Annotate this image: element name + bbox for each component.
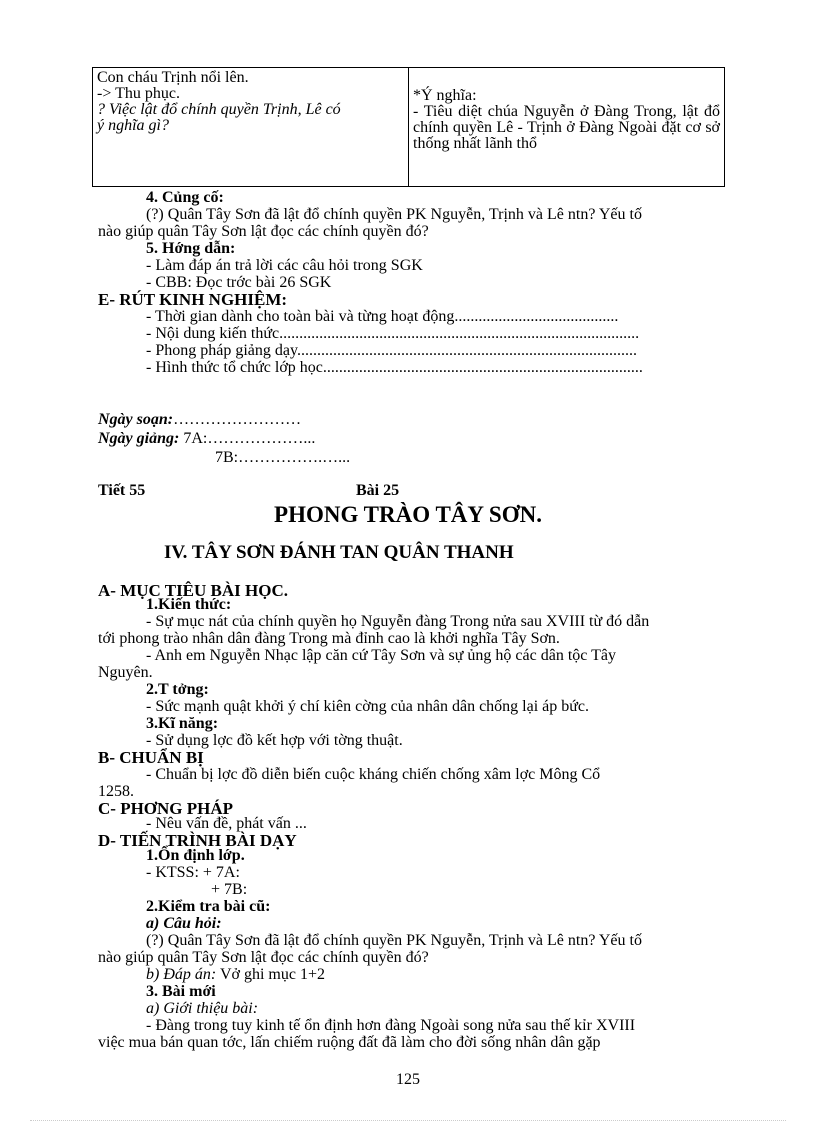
kienthuc-line: tới phong trào nhân dân đàng Trong mà đỉnh cao là khởi nghĩa Tây Sơn.	[98, 630, 560, 647]
ktss-line: + 7B:	[211, 881, 248, 898]
tientrinh-heading: D- TIẾN TRÌNH BÀI DẠY	[98, 831, 297, 850]
baimoi-heading: 3. Bài mới	[146, 983, 216, 1000]
table-left-line: -> Thu phục.	[97, 85, 180, 102]
gioithieu-line: - Đàng trong tuy kinh tế ổn định hơn đàng Ngoài song nửa sau thế kỉr XVIII	[146, 1017, 636, 1034]
table-right-heading: *Ý nghĩa:	[413, 87, 477, 104]
kinang-heading: 3.Kĩ năng:	[146, 715, 219, 732]
bai-label: Bài 25	[356, 482, 400, 499]
table-left-cell	[93, 68, 409, 187]
kienthuc-heading: 1.Kiến thức:	[146, 596, 232, 613]
ngay-giang-7a: 7A:………………...	[183, 430, 316, 447]
table-left-line: ? Việc lật đổ chính quyền Trịnh, Lê có	[97, 101, 341, 118]
kienthuc-line: - Anh em Nguyễn Nhạc lập căn cứ Tây Sơn và sự ủng hộ các dân tộc Tây	[146, 647, 616, 664]
rutkinh-heading: E- RÚT KINH NGHIỆM:	[98, 290, 288, 309]
bottom-dotted-rule	[30, 1120, 786, 1121]
huongdan-line: - CBB: Đọc trớc bài 26 SGK	[146, 274, 332, 291]
chuanbi-line: - Chuẩn bị lợc đồ diễn biến cuộc kháng chiến chống xâm lợc Mông Cổ	[146, 766, 601, 783]
chuanbi-line: 1258.	[98, 783, 134, 800]
rutkinh-line: - Hình thức tổ chức lớp học................................................................................	[146, 359, 643, 376]
huongdan-line: - Làm đáp án trả lời các câu hỏi trong SGK	[146, 257, 423, 274]
table-right-body: - Tiêu diệt chúa Nguyễn ở Đàng Trong, lật đổ chính quyền Lê - Trịnh ở Đàng Ngoài đặt cơ sở thống nhất lãnh thổ	[413, 103, 720, 152]
cungco-question-line: (?) Quân Tây Sơn đã lật đổ chính quyền PK Nguyễn, Trịnh và Lê ntn? Yếu tố	[146, 206, 642, 223]
rutkinh-line: - Thời gian dành cho toàn bài và từng hoạt động.........................................	[146, 308, 619, 325]
page-number: 125	[396, 1071, 420, 1088]
gioithieu-heading: a) Giới thiệu bài:	[146, 1000, 259, 1017]
dapan-line	[146, 966, 325, 983]
cauhoi-heading: a) Câu hỏi:	[146, 915, 222, 932]
phuongphap-heading: C- PHƠNG PHÁP	[98, 799, 234, 818]
tiet-label: Tiết 55	[98, 482, 146, 499]
kinang-line: - Sử dụng lợc đồ kết hợp với tờng thuật.	[146, 732, 403, 749]
top-table	[92, 67, 725, 187]
page-title: PHONG TRÀO TÂY SƠN.	[274, 502, 542, 527]
cungco-question-line: nào giúp quân Tây Sơn lật đọc các chính quyền đó?	[98, 223, 429, 240]
tutuong-line: - Sức mạnh quật khởi ý chí kiên cờng của nhân dân chống lại áp bức.	[146, 698, 590, 715]
tutuong-heading: 2.T tởng:	[146, 681, 209, 698]
ktss-line: - KTSS: + 7A:	[146, 864, 240, 881]
kienthuc-line: Nguyên.	[98, 664, 153, 681]
muctieu-heading: A- MỤC TIÊU BÀI HỌC.	[98, 581, 289, 600]
kienthuc-line: - Sự mục nát của chính quyền họ Nguyễn đàng Trong nửa sau XVIII từ đó dẫn	[146, 613, 650, 630]
rutkinh-line: - Phong pháp giảng dạy.....................................................................................	[146, 342, 637, 359]
kiemtra-heading: 2.Kiểm tra bài cũ:	[146, 898, 271, 915]
rutkinh-line: - Nội dung kiến thức..........................................................................................	[146, 325, 640, 342]
page-subtitle: IV. TÂY SƠN ĐÁNH TAN QUÂN THANH	[164, 542, 514, 563]
table-left-line: Con cháu Trịnh nổi lên.	[97, 69, 249, 86]
ngay-soan-dots: ……………………	[173, 411, 302, 428]
table-right-cell	[409, 68, 725, 187]
ondinh-heading: 1.Ổn định lớp.	[146, 847, 245, 864]
ngay-soan	[98, 411, 301, 428]
cungco-heading: 4. Củng cố:	[146, 189, 224, 206]
cauhoi-line: nào giúp quân Tây Sơn lật đọc các chính quyền đó?	[98, 949, 429, 966]
phuongphap-line: - Nêu vấn đề, phát vấn ...	[146, 815, 307, 832]
ngay-giang-7b: 7B:…………….…...	[215, 449, 351, 466]
ngay-giang-label: Ngày giảng:	[98, 430, 180, 447]
chuanbi-heading: B- CHUẨN BỊ	[98, 748, 204, 767]
dapan-label: b) Đáp án:	[146, 966, 217, 983]
ngay-soan-label: Ngày soạn:	[98, 411, 174, 428]
ngay-giang	[98, 430, 315, 447]
gioithieu-line: việc mua bán quan tớc, lấn chiếm ruộng đất đã làm cho đời sống nhân dân gặp	[98, 1034, 601, 1051]
table-left-line: ý nghĩa gì?	[97, 117, 169, 134]
dapan-text: Vở ghi mục 1+2	[219, 966, 325, 983]
cauhoi-line: (?) Quân Tây Sơn đã lật đổ chính quyền PK Nguyễn, Trịnh và Lê ntn? Yếu tố	[146, 932, 642, 949]
huongdan-heading: 5. Hớng dẫn:	[146, 240, 236, 257]
